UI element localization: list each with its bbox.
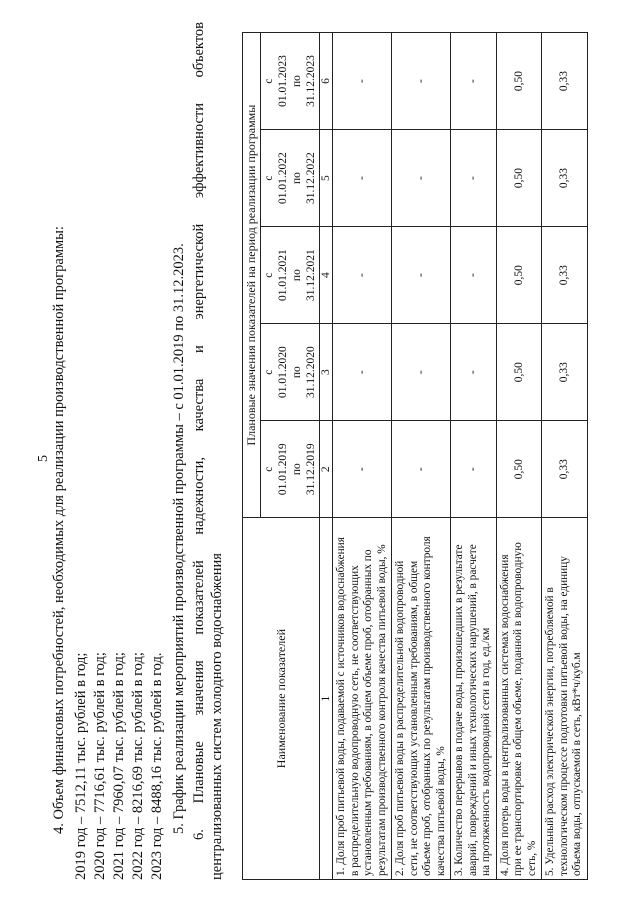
period-line: с <box>263 175 275 181</box>
year-line: 2023 год – 8488,16 тыс. рублей в год. <box>149 652 165 880</box>
period-line: 31.12.2019 <box>305 443 317 496</box>
value-cell: - <box>451 130 497 227</box>
period-line: по <box>291 463 303 476</box>
indicator-line: в распределительную водопроводную сеть, не соответствующих <box>348 565 361 876</box>
value-cell: - <box>451 324 497 421</box>
section6-word: надежности, <box>191 457 207 535</box>
column-number: 6 <box>320 33 333 130</box>
indicator-line: 2. Доля проб питьевой воды в распределительной водопроводной <box>394 560 406 876</box>
value-cell: - <box>333 227 392 324</box>
header-indicator-name: Наименование показателей <box>243 518 320 880</box>
header-period-column <box>261 324 320 421</box>
section6-word: Плановые <box>191 741 207 804</box>
period-line: по <box>291 172 303 185</box>
indicator-line: объема воды, отпускаемой в сеть, кВт*ч/куб.м <box>571 652 583 876</box>
indicator-name-cell <box>451 518 497 880</box>
value-cell: - <box>333 324 392 421</box>
section6-word: и <box>191 345 207 353</box>
section6-word: значения <box>191 660 207 716</box>
indicator-line: 4. Доля потерь воды в централизованных системах водоснабжения <box>498 554 511 876</box>
value-cell: 0,33 <box>542 33 588 130</box>
indicator-name-cell <box>333 518 392 880</box>
section6-line1 <box>190 22 208 880</box>
indicator-line: 3. Количество перерывов в подаче воды, произошедших в результате <box>453 544 465 876</box>
value-cell: 0,50 <box>496 324 542 421</box>
indicator-line: аварий, повреждений и иных технологических нарушений, в расчете <box>466 544 479 876</box>
period-line: 31.12.2022 <box>305 152 317 204</box>
value-cell: 0,33 <box>542 421 588 518</box>
indicator-line: на протяженность водопроводной сети в год, ед./км <box>480 627 492 876</box>
year-line: 2022 год – 8216,69 тыс. рублей в год; <box>130 652 146 880</box>
column-number: 1 <box>320 518 333 880</box>
period-line: 31.12.2021 <box>305 249 317 301</box>
section6-word: показателей <box>191 560 207 635</box>
section6-text <box>190 22 226 880</box>
period-line: 31.12.2020 <box>305 346 317 399</box>
indicator-line: качества питьевой воды, % <box>434 746 447 876</box>
column-number: 5 <box>320 130 333 227</box>
period-line: с <box>263 369 275 375</box>
column-number: 3 <box>320 324 333 421</box>
indicator-line: объеме проб, отобранных по результатам производственного контроля <box>421 536 433 876</box>
period-line: по <box>291 75 303 87</box>
value-cell: 0,50 <box>496 421 542 518</box>
header-period-column <box>261 130 320 227</box>
value-cell: - <box>333 33 392 130</box>
header-period-column <box>261 421 320 518</box>
indicator-line: установленным требованиям, в общем объеме проб, отобранных по <box>362 549 374 876</box>
table-row <box>496 33 542 880</box>
header-period-column <box>261 227 320 324</box>
year-line: 2020 год – 7716,61 тыс. рублей в год; <box>92 652 108 880</box>
period-line: 31.12.2023 <box>305 55 317 107</box>
value-cell: - <box>333 421 392 518</box>
value-cell: - <box>451 33 497 130</box>
period-line: 01.01.2021 <box>277 249 289 301</box>
section5-text: 5. График реализации мероприятий производственной программы – с 01.01.2019 по 31.12.2023. <box>171 243 187 834</box>
period-line: 01.01.2023 <box>277 55 289 107</box>
column-number: 4 <box>320 227 333 324</box>
value-cell: 0,50 <box>496 130 542 227</box>
section6-word: качества <box>191 378 207 432</box>
period-line: по <box>291 269 303 282</box>
indicator-line: результатам производственного контроля качества питьевой воды, % <box>375 544 388 876</box>
indicator-name-cell <box>542 518 588 880</box>
value-cell: 0,33 <box>542 227 588 324</box>
indicator-name-cell <box>392 518 451 880</box>
value-cell: - <box>392 33 451 130</box>
indicator-line: при ее транспортировке в общем объеме, поданной в водопроводную <box>512 542 524 876</box>
header-planned-values: Плановые значения показателей на период реализации программы <box>243 33 261 518</box>
period-line: по <box>291 366 303 379</box>
table-row <box>542 33 588 880</box>
indicator-line: технологическом процессе подготовки питьевой воды, на единицу <box>557 556 570 876</box>
section6-line2: централизованных систем холодного водоснабжения <box>209 553 225 880</box>
value-cell: 0,33 <box>542 324 588 421</box>
indicator-line: сети, не соответствующих установленным требованиям, в общем <box>407 560 420 876</box>
period-line: с <box>263 466 275 472</box>
financial-years-list <box>72 652 167 880</box>
header-period-column <box>261 33 320 130</box>
section6-word: энергетической <box>191 223 207 320</box>
column-number: 2 <box>320 421 333 518</box>
period-line: 01.01.2019 <box>277 443 289 496</box>
page-number: 5 <box>36 455 51 462</box>
period-line: 01.01.2022 <box>277 152 289 204</box>
indicator-line: сеть, % <box>525 840 538 876</box>
value-cell: - <box>451 227 497 324</box>
period-line: 01.01.2020 <box>277 346 289 399</box>
section6-word: 6. <box>191 829 207 840</box>
value-cell: - <box>333 130 392 227</box>
year-line: 2021 год – 7960,07 тыс. рублей в год; <box>111 652 127 880</box>
section4-heading: 4. Объем финансовых потребностей, необходимых для реализации производственной программы: <box>51 226 67 834</box>
value-cell: 0,50 <box>496 227 542 324</box>
indicator-name-cell <box>496 518 542 880</box>
section6-word: эффективности <box>191 103 207 198</box>
value-cell: - <box>392 324 451 421</box>
value-cell: 0,50 <box>496 33 542 130</box>
value-cell: 0,33 <box>542 130 588 227</box>
value-cell: - <box>392 421 451 518</box>
table-row <box>392 33 451 880</box>
value-cell: - <box>392 130 451 227</box>
year-line: 2019 год – 7512,11 тыс. рублей в год; <box>73 652 89 880</box>
indicator-line: 5. Удельный расход электрической энергии, потребляемой в <box>544 587 556 876</box>
indicator-line: 1. Доля проб питьевой воды, подаваемой с источников водоснабжения <box>335 537 347 876</box>
period-line: с <box>263 78 275 84</box>
table-row <box>451 33 497 880</box>
period-line: с <box>263 272 275 278</box>
indicators-table <box>242 32 588 880</box>
rotated-sheet <box>20 12 620 892</box>
value-cell: - <box>451 421 497 518</box>
table-row <box>333 33 392 880</box>
section6-word: объектов <box>191 22 207 78</box>
value-cell: - <box>392 227 451 324</box>
